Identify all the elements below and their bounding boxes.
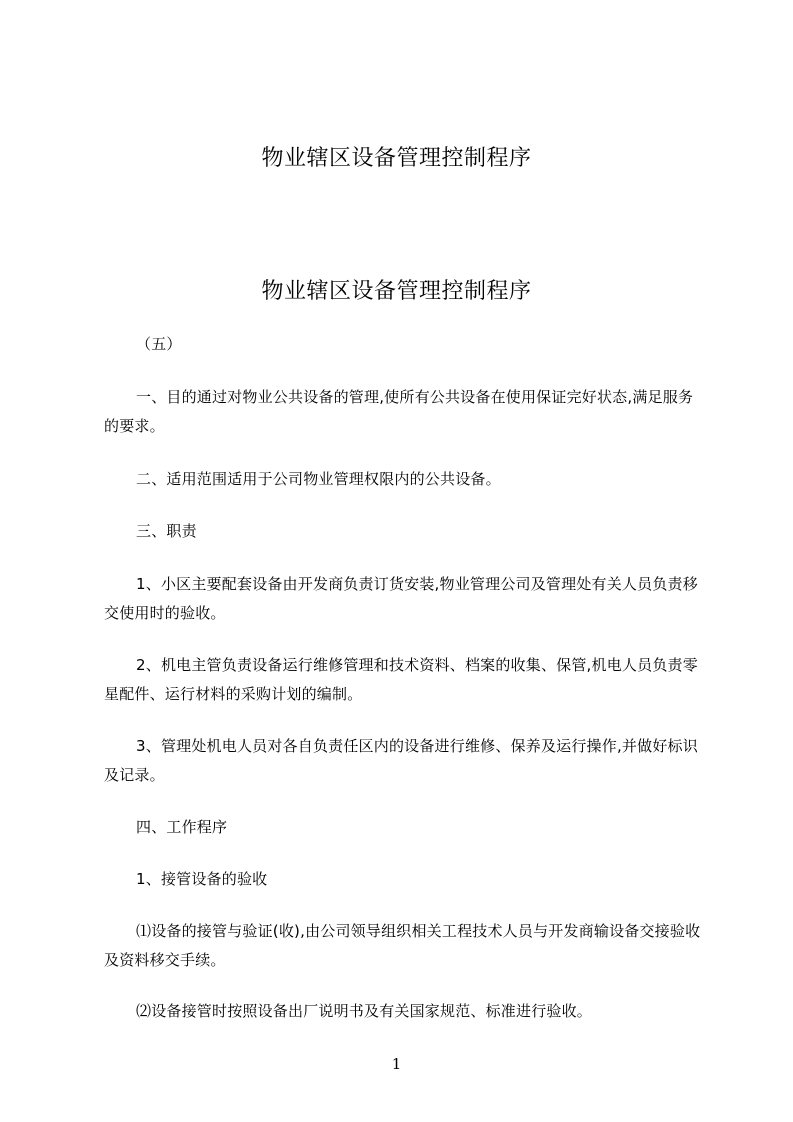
paragraph-procedure-1-item-1: ⑴设备的接管与验证(收),由公司领导组织相关工程技术人员与开发商输设备交接验收及资料移交手续。	[104, 922, 701, 969]
page-number: 1	[391, 1055, 402, 1073]
paragraph-procedure-heading: 四、工作程序	[136, 818, 228, 836]
header-title: 物业辖区设备管理控制程序	[261, 146, 532, 171]
document-title: 物业辖区设备管理控制程序	[261, 279, 532, 304]
paragraph-responsibility-2: 2、机电主管负责设备运行维修管理和技术资料、档案的收集、保管,机电人员负责零星配件、运行材料的采购计划的编制。	[104, 656, 698, 703]
paragraph-responsibility-3: 3、管理处机电人员对各自负责任区内的设备进行维修、保养及运行操作,并做好标识及记录。	[104, 737, 698, 784]
paragraph-procedure-1: 1、接管设备的验收	[136, 870, 268, 888]
paragraph-purpose: 一、目的通过对物业公共设备的管理,使所有公共设备在使用保证完好状态,满足服务的要求。	[104, 388, 694, 435]
paragraph-section-number: （五）	[136, 335, 182, 353]
paragraph-scope: 二、适用范围适用于公司物业管理权限内的公共设备。	[136, 470, 501, 488]
paragraph-procedure-1-item-2: ⑵设备接管时按照设备出厂说明书及有关国家规范、标准进行验收。	[136, 1002, 593, 1020]
paragraph-responsibility-1: 1、小区主要配套设备由开发商负责订货安装,物业管理公司及管理处有关人员负责移交使用时的验收。	[104, 575, 698, 622]
paragraph-responsibilities-heading: 三、职责	[136, 522, 197, 540]
